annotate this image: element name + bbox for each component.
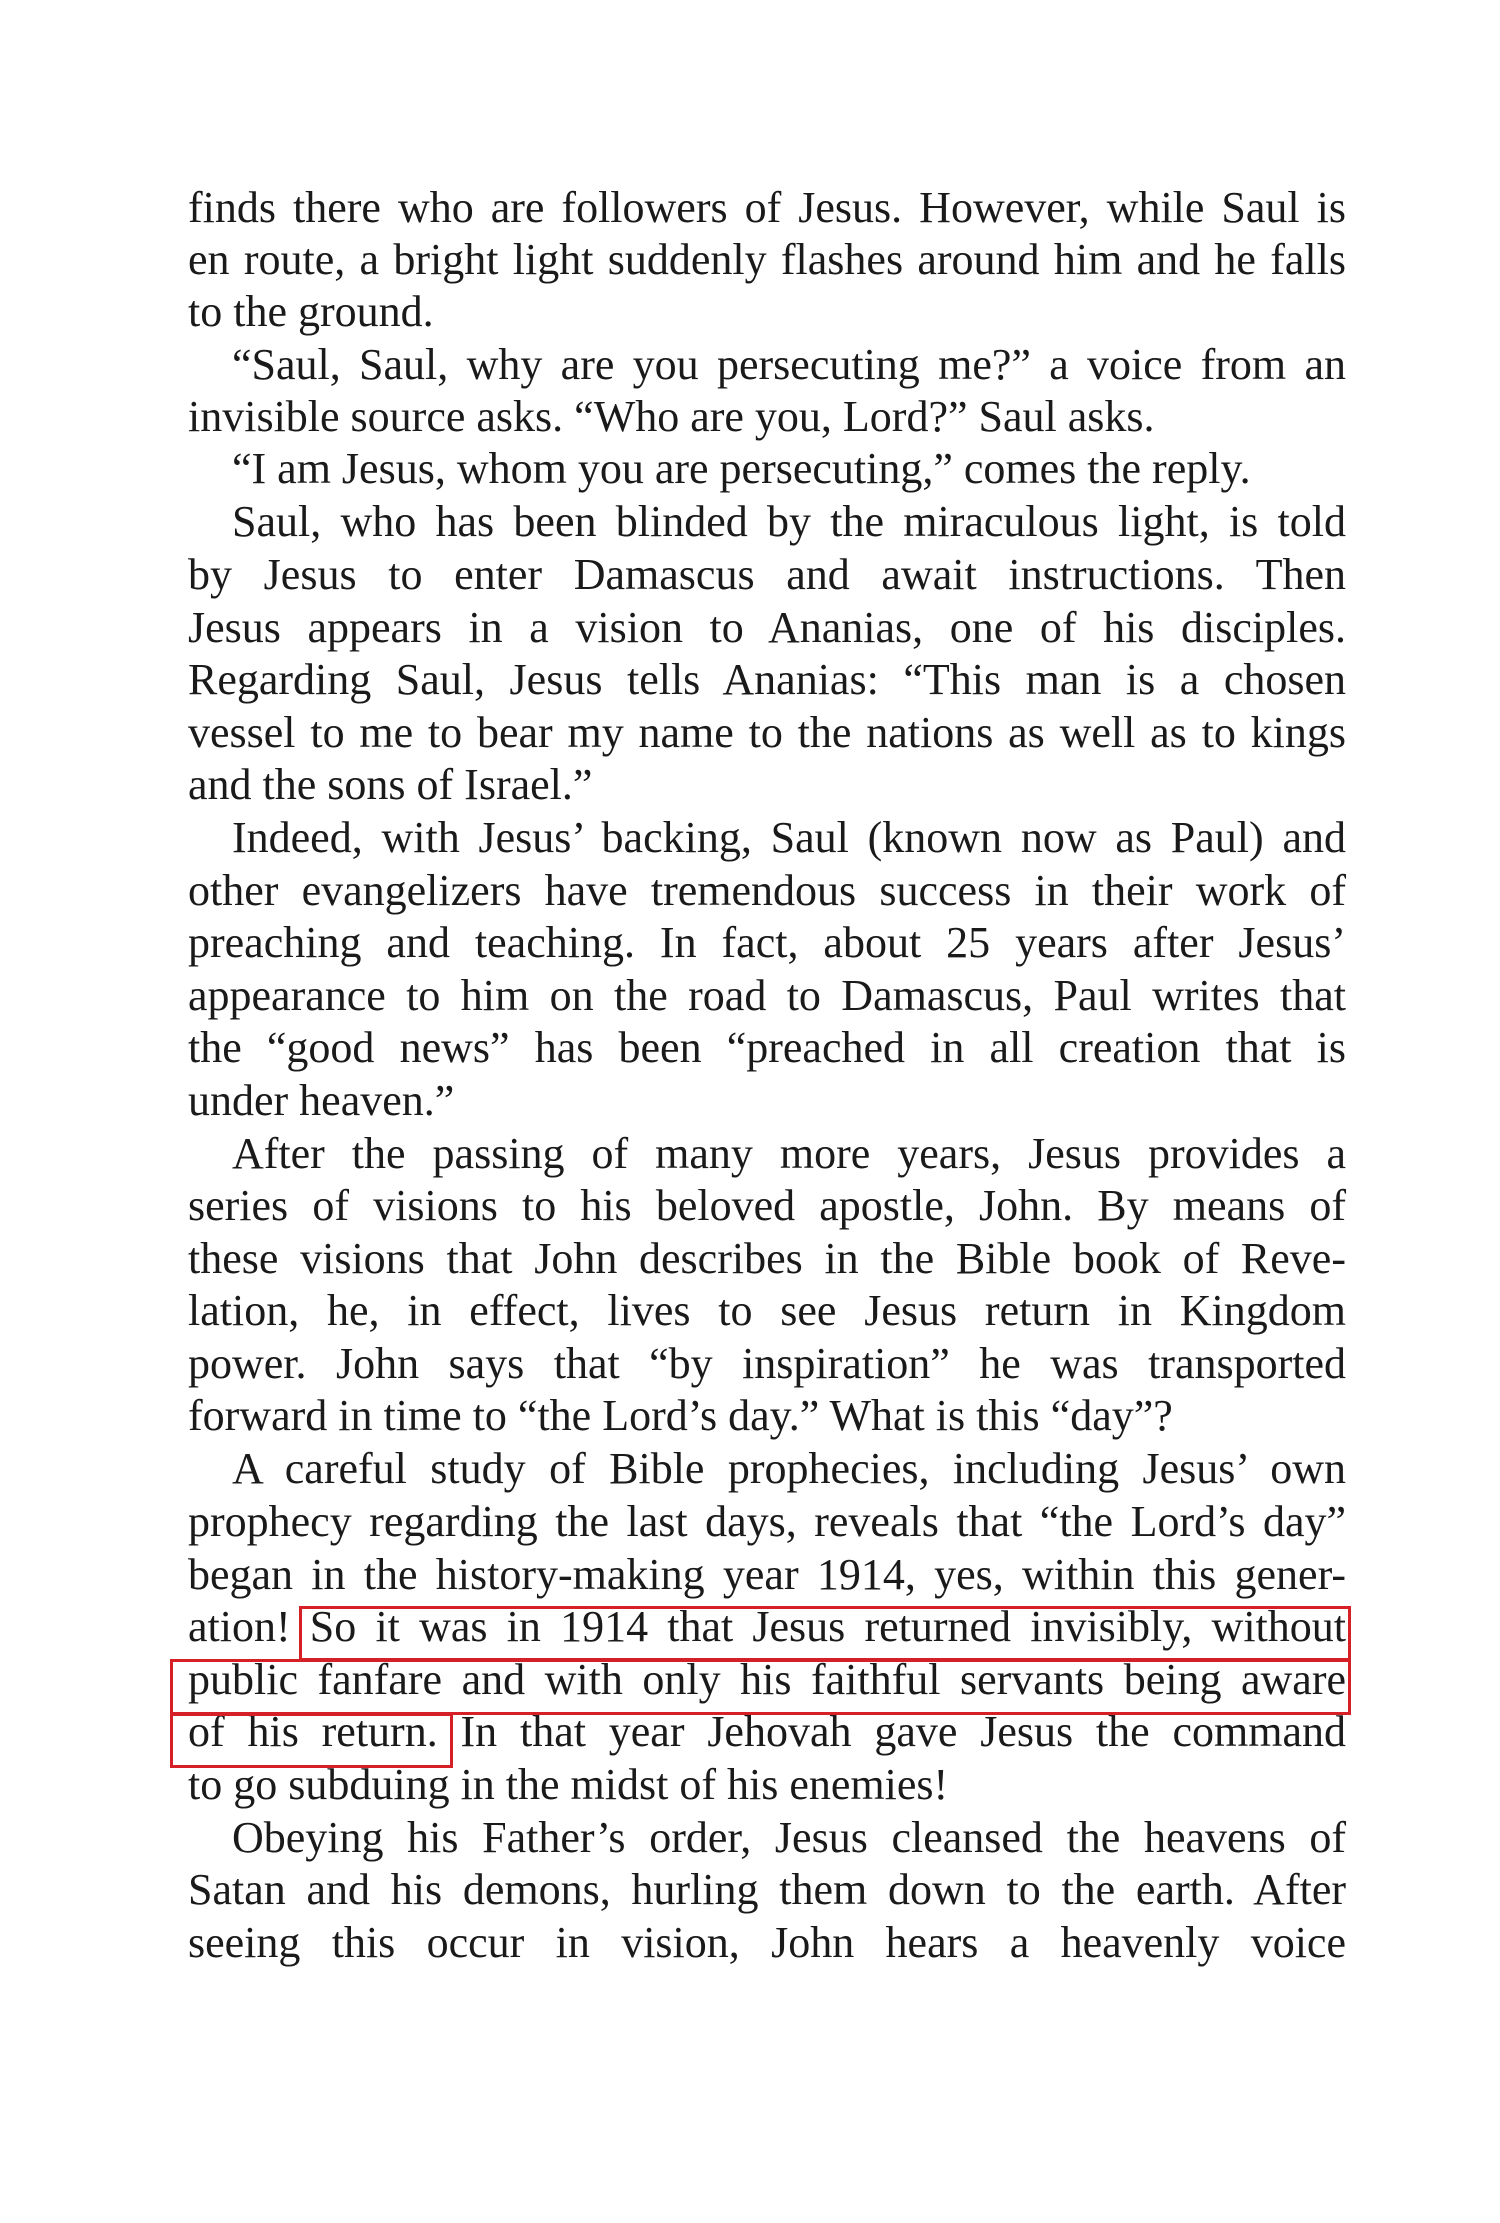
text-line: vessel to me to bear my name to the nations as well as to kings <box>188 708 1346 757</box>
text-line: appearance to him on the road to Damascus, Paul writes that <box>188 971 1346 1020</box>
text-line: to go subduing in the midst of his enemies! <box>188 1760 949 1809</box>
text-line: “I am Jesus, whom you are persecuting,” comes the reply. <box>232 444 1251 493</box>
text-line: Regarding Saul, Jesus tells Ananias: “This man is a chosen <box>188 655 1346 704</box>
text-line: power. John says that “by inspiration” he was transported <box>188 1339 1346 1388</box>
text-line: of his return. In that year Jehovah gave Jesus the command <box>188 1707 1346 1756</box>
text-line: lation, he, in effect, lives to see Jesus return in Kingdom <box>188 1286 1346 1335</box>
text-line: forward in time to “the Lord’s day.” What is this “day”? <box>188 1391 1173 1440</box>
text-line: ation! So it was in 1914 that Jesus returned invisibly, without <box>188 1602 1346 1651</box>
text-line: and the sons of Israel.” <box>188 760 593 809</box>
text-line: began in the history-making year 1914, yes, within this gener- <box>188 1550 1346 1599</box>
text-line: seeing this occur in vision, John hears a heavenly voice <box>188 1918 1346 1967</box>
text-line: Saul, who has been blinded by the miraculous light, is told <box>232 497 1346 546</box>
text-line: finds there who are followers of Jesus. However, while Saul is <box>188 183 1346 232</box>
text-line: A careful study of Bible prophecies, including Jesus’ own <box>232 1444 1346 1493</box>
text-line: these visions that John describes in the Bible book of Reve- <box>188 1234 1346 1283</box>
text-line: other evangelizers have tremendous success in their work of <box>188 866 1346 915</box>
text-line: to the ground. <box>188 287 434 336</box>
text-line: “Saul, Saul, why are you persecuting me?” a voice from an <box>232 340 1346 389</box>
text-line: series of visions to his beloved apostle, John. By means of <box>188 1181 1346 1230</box>
text-line: prophecy regarding the last days, reveals that “the Lord’s day” <box>188 1497 1346 1546</box>
text-line: en route, a bright light suddenly flashes around him and he falls <box>188 235 1346 284</box>
text-line: invisible source asks. “Who are you, Lord?” Saul asks. <box>188 392 1155 441</box>
text-line: Obeying his Father’s order, Jesus cleansed the heavens of <box>232 1813 1346 1862</box>
text-line: by Jesus to enter Damascus and await instructions. Then <box>188 550 1346 599</box>
text-line: After the passing of many more years, Jesus provides a <box>232 1129 1346 1178</box>
text-line: the “good news” has been “preached in all creation that is <box>188 1023 1346 1072</box>
text-line: Jesus appears in a vision to Ananias, one of his disciples. <box>188 603 1346 652</box>
text-line: under heaven.” <box>188 1076 455 1125</box>
text-line: Satan and his demons, hurling them down to the earth. After <box>188 1865 1346 1914</box>
text-line: Indeed, with Jesus’ backing, Saul (known now as Paul) and <box>232 813 1346 862</box>
text-line: preaching and teaching. In fact, about 25 years after Jesus’ <box>188 918 1346 967</box>
text-line: public fanfare and with only his faithful servants being aware <box>188 1655 1346 1704</box>
